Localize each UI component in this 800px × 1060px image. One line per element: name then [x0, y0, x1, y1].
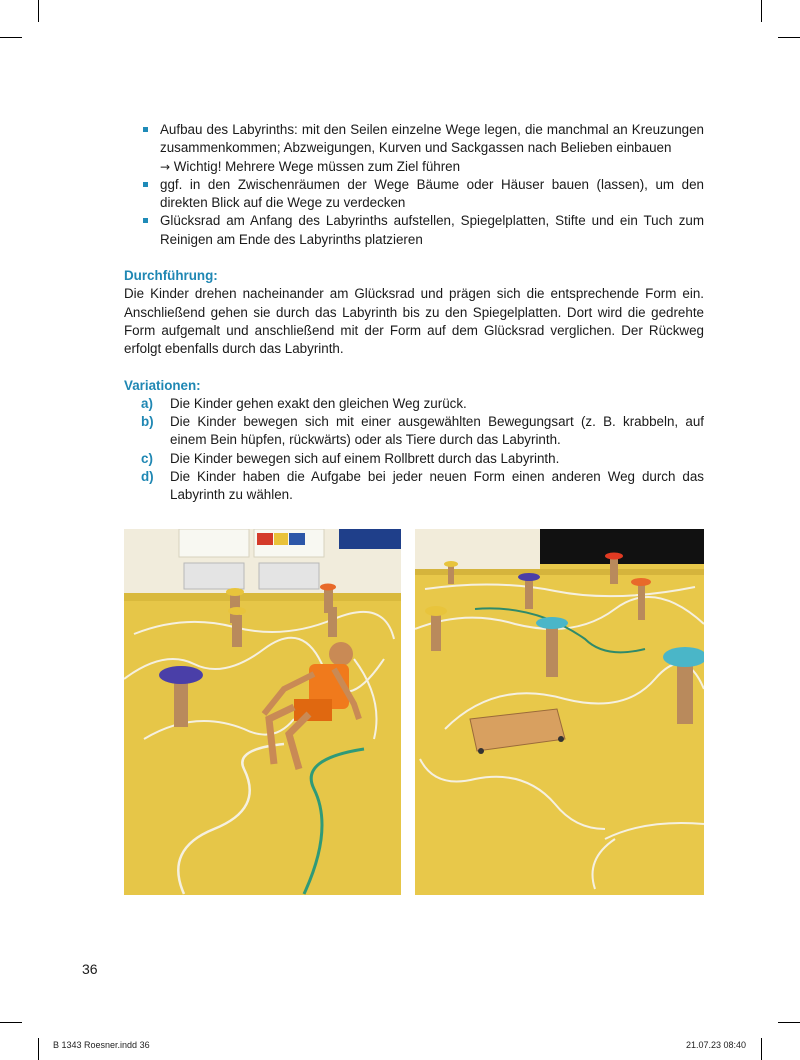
list-item-text: Die Kinder gehen exakt den gleichen Weg zurück. — [170, 395, 467, 411]
list-item-text: ggf. in den Zwischenräumen der Wege Bäume oder Häuser bauen (lassen), um den direkten Blick auf die Wege zu verdecken — [160, 176, 704, 211]
crop-mark — [0, 37, 22, 38]
procedure-text: Die Kinder drehen nacheinander am Glücksrad und prägen sich die entsprechende Form ein. Anschließend gehen sie durch das Labyrinth bis zu den Spiegelplatten. Dort wird die gedrehte Form aufgemalt und anschließend mit der Form auf dem Glücksrad verglichen. Der Rückweg erfolgt ebenfalls durch das Labyrinth. — [124, 286, 704, 357]
crop-mark — [38, 1038, 39, 1060]
photo-child-labyrinth — [124, 529, 401, 895]
list-marker: b) — [141, 414, 154, 430]
slug-timestamp: 21.07.23 08:40 — [686, 1040, 747, 1050]
list-item — [124, 450, 704, 468]
crop-mark — [0, 1022, 22, 1023]
list-item — [124, 468, 704, 505]
crop-mark — [778, 37, 800, 38]
crop-mark — [38, 0, 39, 22]
variations-list — [124, 395, 704, 505]
list-marker: c) — [141, 450, 153, 466]
bullet-square-icon — [143, 182, 148, 187]
bullet-square-icon — [143, 127, 148, 132]
crop-mark — [761, 0, 762, 22]
list-item-note: Wichtig! Mehrere Wege müssen zum Ziel führen — [173, 158, 461, 174]
variations-heading: Variationen: — [124, 377, 201, 393]
list-marker: a) — [141, 395, 153, 411]
list-item — [124, 176, 704, 213]
list-item-text: Die Kinder bewegen sich auf einem Rollbrett durch das Labyrinth. — [170, 450, 560, 466]
list-item-text: Die Kinder haben die Aufgabe bei jeder neuen Form einen anderen Weg durch das Labyrinth zu wählen. — [170, 469, 704, 503]
bullet-square-icon — [143, 218, 148, 223]
list-item-text: Die Kinder bewegen sich mit einer ausgewählten Bewegungsart (z. B. krabbeln, auf einem Bein hüpfen, rückwärts) oder als Tiere durch das Labyrinth. — [170, 414, 704, 448]
arrow-right-icon: → — [160, 159, 171, 174]
list-item — [124, 413, 704, 450]
list-item — [124, 121, 704, 176]
list-item — [124, 212, 704, 249]
page-number: 36 — [82, 961, 98, 977]
slug-file: B 1343 Roesner.indd 36 — [53, 1040, 150, 1050]
list-item-text: Glücksrad am Anfang des Labyrinths aufstellen, Spiegelplatten, Stifte und ein Tuch zum Reinigen am Ende des Labyrinths platzieren — [160, 213, 704, 247]
list-item — [124, 395, 704, 413]
crop-mark — [778, 1022, 800, 1023]
procedure-heading: Durchführung: — [124, 268, 218, 284]
list-item-text: Aufbau des Labyrinths: mit den Seilen einzelne Wege legen, die manchmal an Kreuzungen zusammenkommen; Abzweigungen, Kurven und Sackgassen nach Belieben einbauen — [160, 122, 704, 156]
list-marker: d) — [141, 469, 154, 485]
setup-list — [124, 121, 704, 249]
crop-mark — [761, 1038, 762, 1060]
main-text — [124, 121, 704, 505]
photo-labyrinth-rollbrett — [415, 529, 704, 895]
